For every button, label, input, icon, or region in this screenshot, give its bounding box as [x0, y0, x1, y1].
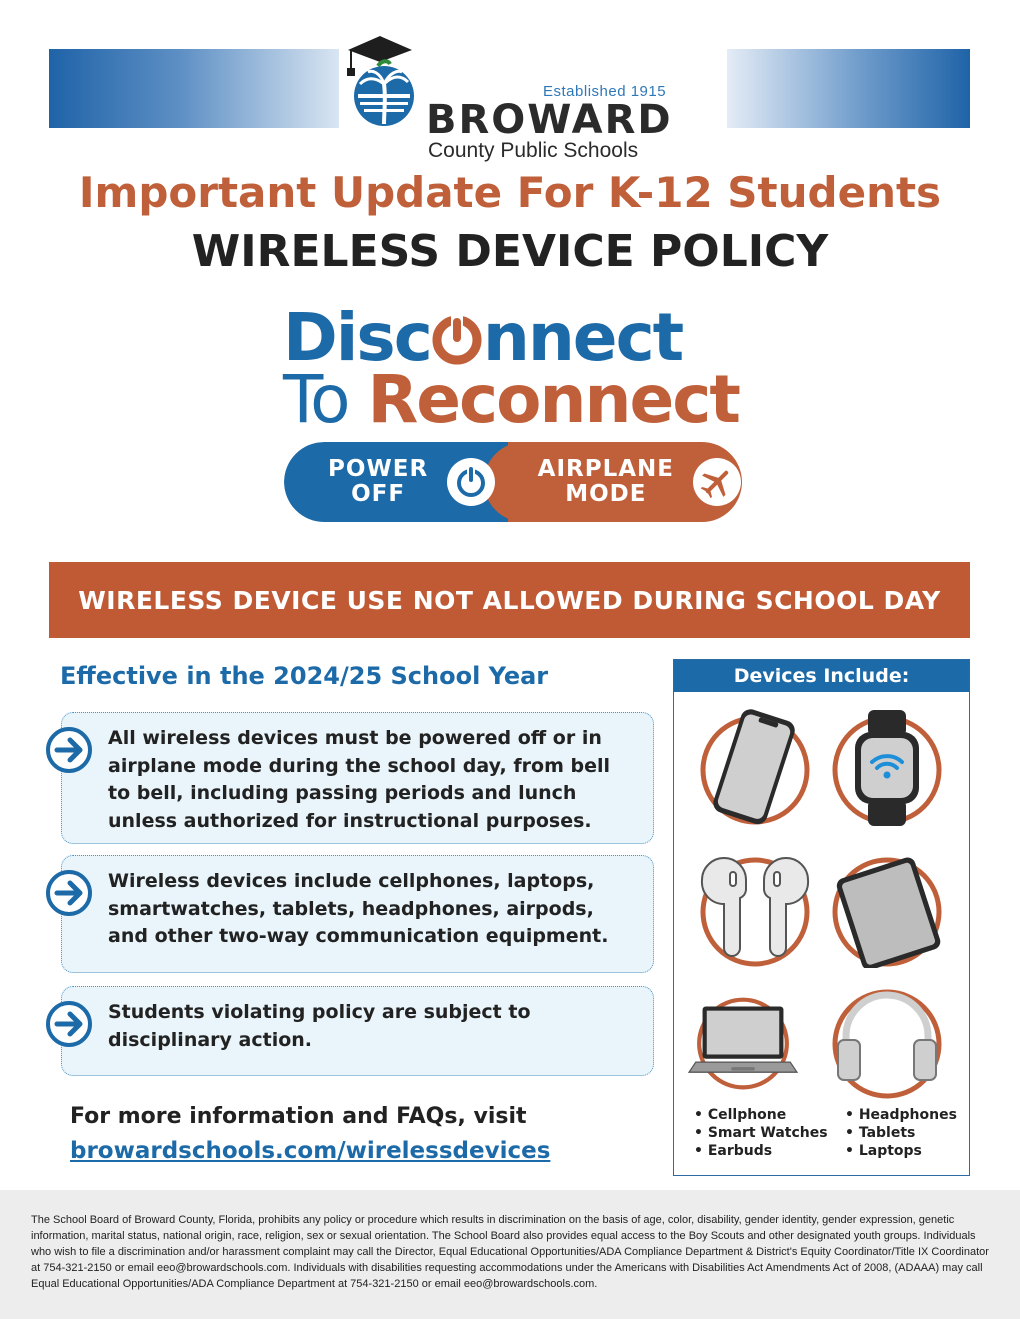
banner-text: WIRELESS DEVICE USE NOT ALLOWED DURING SCHOOL DAY — [78, 585, 941, 615]
device-earbuds: • Earbuds — [694, 1143, 773, 1159]
smartwatch-icon — [828, 708, 946, 826]
rule-box-1 — [61, 712, 654, 844]
policy-title: WIRELESS DEVICE POLICY — [191, 226, 829, 277]
airplane-icon — [692, 457, 742, 507]
devices-heading: Devices Include: — [674, 660, 969, 692]
rule-box-2 — [61, 855, 654, 973]
header-gradient-left — [49, 49, 339, 128]
broward-logo — [340, 32, 720, 162]
arrow-right-icon — [46, 1001, 92, 1047]
established-text: Established 1915 — [543, 83, 667, 100]
header-gradient-right — [727, 49, 970, 128]
campaign-nnect: nnect — [482, 299, 683, 376]
arrow-right-icon — [46, 870, 92, 916]
device-list-right — [845, 1106, 957, 1160]
campaign-disc: Disc — [283, 299, 431, 376]
power-o-icon — [431, 314, 483, 366]
device-tablets: • Tablets — [845, 1125, 916, 1141]
campaign-line2 — [283, 361, 739, 438]
broward-emblem-icon — [340, 32, 430, 132]
rule-text-3: Students violating policy are subject to disciplinary action. — [108, 1001, 531, 1051]
device-cellphone: • Cellphone — [694, 1107, 787, 1123]
rule-box-3 — [61, 986, 654, 1076]
airplane-mode-side — [508, 442, 742, 522]
power-off-label: POWER OFF — [328, 456, 429, 507]
airplane-mode-label: AIRPLANE MODE — [537, 456, 674, 507]
power-icon — [446, 457, 496, 507]
rule-text-1: All wireless devices must be powered off or in airplane mode during the school day, from bell to bell, including passing periods and lunch unless authorized for instructional purposes. — [108, 727, 611, 832]
more-info-text: For more information and FAQs, visit — [70, 1104, 527, 1129]
tablet-icon — [828, 850, 946, 968]
device-smart-watches: • Smart Watches — [694, 1125, 828, 1141]
device-laptops: • Laptops — [845, 1143, 922, 1159]
campaign-to: To — [283, 361, 368, 438]
policy-banner — [49, 562, 970, 638]
footer — [0, 1190, 1020, 1319]
cellphone-icon — [696, 708, 814, 826]
logo-subtitle: County Public Schools — [428, 139, 639, 162]
wireless-devices-link[interactable]: browardschools.com/wirelessdevices — [70, 1138, 551, 1164]
footer-disclaimer: The School Board of Broward County, Florida, prohibits any policy or procedure which results in discrimination on the basis of age, color, disability, gender identity, gender expression, genetic information, marital status, national origin, race, religion, sex or sexual orientation. The School Board also provides equal access to the Boy Scouts and other designated youth groups. Individuals who wish to file a discrimination and/or harassment complaint may call the Director, Equal Educational Opportunities/ADA Compliance Department & District's Equity Coordinator/Title IX Coordinator at 754-321-2150 or email eeo@browardschools.com. Individuals with disabilities requesting accommodations under the Americans with Disabilities Act Amendments Act of 2008, (ADAAA) may call Equal Educational Opportunities/ADA Compliance Department at 754-321-2150 or email eeo@browardschools.com. — [31, 1214, 989, 1290]
device-list-left — [694, 1106, 828, 1160]
device-headphones: • Headphones — [845, 1107, 957, 1123]
devices-panel — [673, 659, 970, 1176]
update-title: Important Update For K-12 Students — [78, 168, 942, 217]
laptop-icon — [684, 982, 802, 1100]
rule-text-2: Wireless devices include cellphones, laptops, smartwatches, tablets, headphones, airpods, and other two-way communication equipment. — [108, 870, 609, 947]
campaign-reconnect: Reconnect — [367, 361, 739, 438]
earbuds-icon — [696, 850, 814, 968]
headphones-icon — [828, 982, 946, 1100]
mode-toggle — [284, 442, 742, 522]
power-off-side — [284, 442, 508, 522]
arrow-right-icon — [46, 727, 92, 773]
logo-name: BROWARD — [426, 97, 673, 143]
campaign-logo — [0, 299, 1020, 438]
effective-heading: Effective in the 2024/25 School Year — [60, 662, 549, 690]
